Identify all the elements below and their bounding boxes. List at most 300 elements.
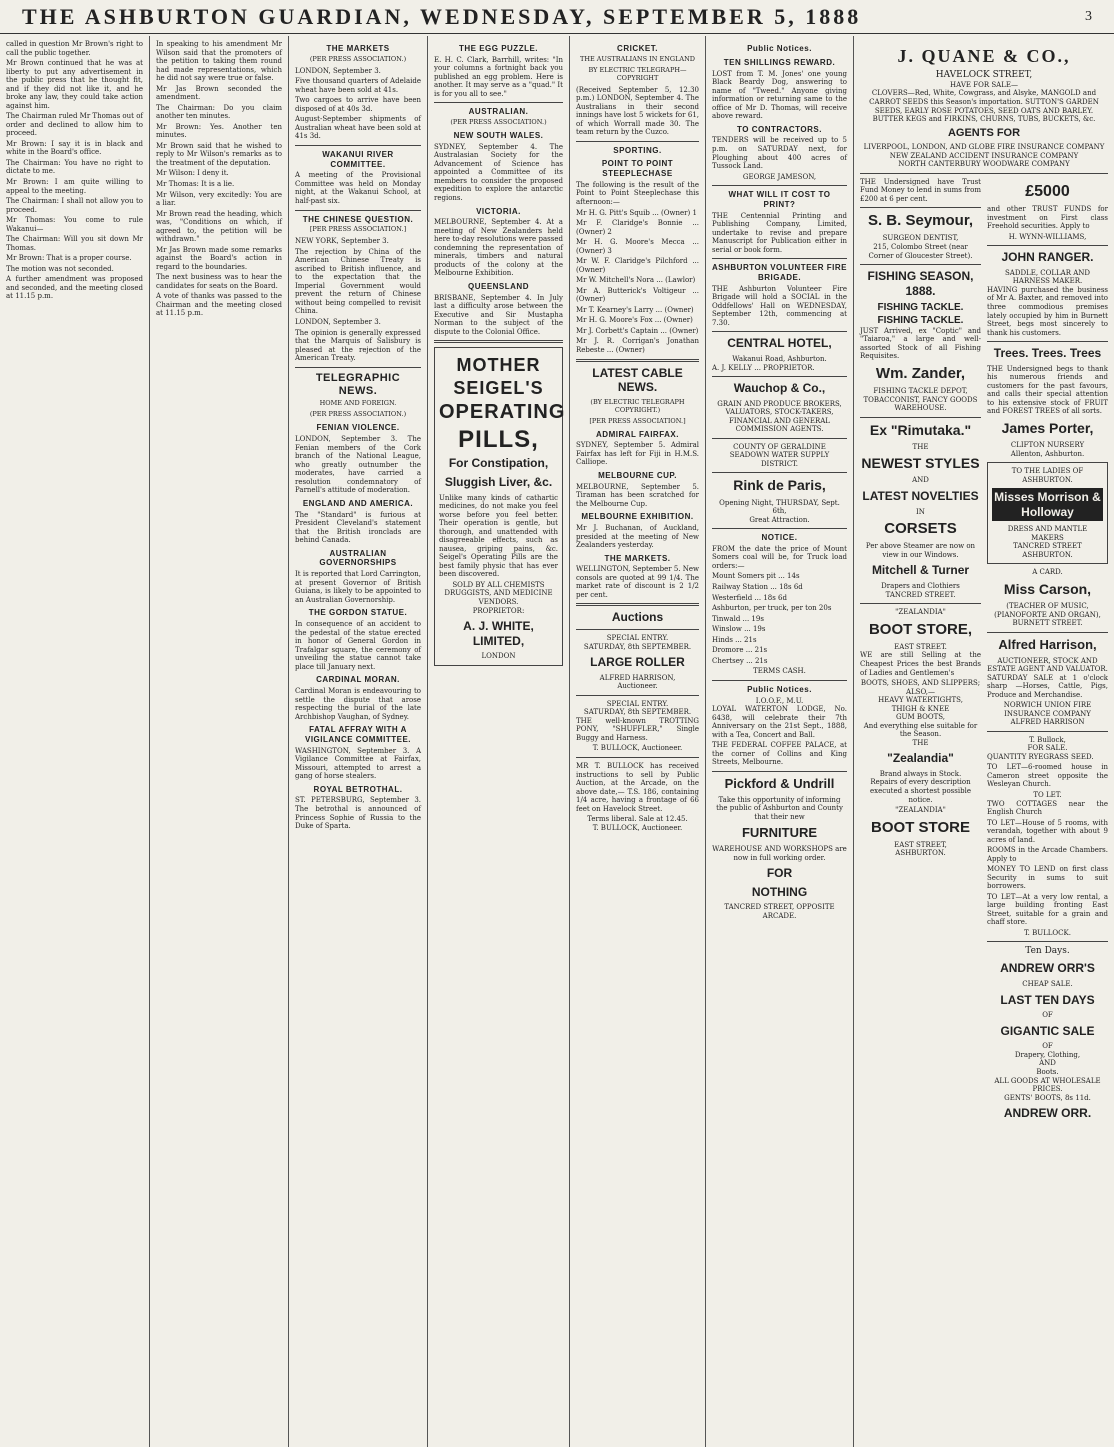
brigade-paragraph: THE Ashburton Volunteer Fire Brigade will hold a SOCIAL in the Oddfellows' Hall on WEDNESDAY, September 12th, commencing at 7.30.	[712, 284, 847, 327]
orr-line: OF	[1042, 1042, 1053, 1051]
admiral-paragraph: SYDNEY, September 5. Admiral Fairfax has left for Fiji in H.M.S. Calliope.	[576, 441, 699, 467]
divider	[987, 245, 1108, 246]
contractors-paragraph: TENDERS will be received up to 5 p.m. on SATURDAY next, for Ploughing about 400 acres of Tussock Land.	[712, 136, 847, 171]
governorships-heading: AUSTRALIAN GOVERNORSHIPS	[319, 548, 397, 568]
runner: Mr H. G. Pitt's Squib ... (Owner) 1	[576, 208, 697, 217]
ad-line: IN	[916, 507, 925, 516]
runner: Mr W. F. Claridge's Pilchford ... (Owner)	[576, 257, 699, 274]
hotel-sub: Wakanui Road, Ashburton.	[732, 355, 827, 364]
divider	[987, 341, 1108, 342]
print-heading: WHAT WILL IT COST TO PRINT?	[728, 190, 831, 209]
egg-heading: THE EGG PUZZLE.	[458, 44, 539, 53]
betrothal-paragraph: ST. PETERSBURG, September 3. The betrothal is announced of Princess Sophie of Russia to the Duke of Sparta.	[295, 796, 421, 831]
runner: Mr T. Kearney's Larry ... (Owner)	[576, 305, 694, 314]
price-row: Tinwald ... 19s	[712, 614, 764, 623]
price-row: Mount Somers pit ... 14s	[712, 572, 800, 581]
ad-line: (TEACHER OF MUSIC, (PIANOFORTE AND ORGAN),	[994, 602, 1101, 619]
ads-split	[860, 178, 1108, 1125]
ad-body: TO LET—6-roomed house in Cameron street opposite the Wesleyan Church.	[987, 763, 1108, 789]
steeplechase-heading: POINT TO POINT STEEPLECHASE	[601, 159, 674, 179]
ad-line: OPERATING	[439, 401, 566, 424]
orr-line: Boots.	[1036, 1067, 1059, 1076]
ad-body: QUANTITY RYEGRASS SEED.	[987, 752, 1094, 761]
auctions-heading: Auctions	[611, 610, 664, 625]
column-1	[0, 36, 150, 1447]
column-5	[570, 36, 706, 1447]
telegraphic-heading: TELEGRAPHIC NEWS.	[315, 371, 401, 398]
admiral-heading: ADMIRAL FAIRFAX.	[596, 429, 679, 439]
ad-line: MOTHER	[456, 355, 541, 376]
cricket-heading: CRICKET.	[617, 44, 658, 53]
fenian-paragraph: LONDON, September 3. The Fenian members of the Cork branch of the National League, who greatly outnumber the moderates, have carried a resolution condemnatory of Parnell's attitude of moderation.	[295, 435, 421, 495]
pickford-paragraph: Take this opportunity of informing the public of Ashburton and County that their new	[716, 795, 843, 821]
ad-body: JUST Arrived, ex "Coptic" and "Taiaroa," a large and well-assorted Stock of all Fishing Requisites.	[860, 326, 981, 361]
article-paragraph: Mr Jas Brown seconded the amendment.	[156, 84, 282, 102]
article-paragraph: Mr Wilson: I deny it.	[156, 169, 229, 178]
ad-line: ASHBURTON.	[1022, 550, 1073, 559]
auction-line: SPECIAL ENTRY.	[606, 699, 669, 708]
column-7	[854, 36, 1114, 1447]
ad-line: H. WYNN-WILLIAMS,	[1008, 232, 1087, 241]
article-paragraph: Mr Brown: I say it is in black and white in the Board's office.	[6, 139, 143, 157]
ad-name: Wm. Zander,	[875, 364, 966, 382]
divider	[576, 695, 699, 696]
morrison-advertisement	[987, 462, 1108, 564]
chinese-subheading: [PER PRESS ASSOCIATION.]	[309, 225, 407, 234]
ad-line: AUCTIONEER, STOCK AND ESTATE AGENT AND VALUATOR.	[987, 656, 1108, 674]
ad-name: BOOT STORE	[871, 818, 970, 836]
article-paragraph: Mr Wilson, very excitedly: You are a liar.	[156, 190, 282, 208]
ad-line: FOR SALE.	[1027, 744, 1068, 753]
article-paragraph: Mr Jas Brown made some remarks against the Board's action in regard to the boundaries.	[156, 245, 282, 271]
print-paragraph: THE Centennial Printing and Publishing Company, Limited, undertake to revise and prepare Manuscript for Publication either in serial or book form.	[712, 211, 847, 254]
ad-name: James Porter,	[1001, 419, 1094, 436]
notice-paragraph: FROM the date the price of Mount Somers coal will be, for Truck load orders:—	[712, 544, 847, 570]
betrothal-heading: ROYAL BETROTHAL.	[313, 784, 403, 794]
article-paragraph: Mr Brown: I am quite willing to appeal to the meeting.	[6, 177, 143, 195]
ad-name: Alfred Harrison,	[998, 636, 1097, 652]
orr-line: GENTS' BOOTS, 8s 11d.	[1004, 1093, 1091, 1102]
article-paragraph: The Chairman: Will you sit down Mr Thomas.	[6, 235, 143, 252]
orr-line: ALL GOODS AT WHOLESALE PRICES.	[994, 1076, 1101, 1094]
page-number: 3	[1085, 8, 1092, 24]
divider	[434, 340, 563, 343]
masthead	[0, 0, 1114, 34]
ad-line: FISHING TACKLE.	[877, 314, 964, 326]
divider	[576, 141, 699, 142]
orr-name: ANDREW ORR'S	[1000, 961, 1095, 976]
reward-heading: TEN SHILLINGS REWARD.	[723, 57, 836, 67]
ad-line: LIVERPOOL, LONDON, AND GLOBE FIRE INSURANCE COMPANY	[863, 142, 1105, 151]
ad-line: EAST STREET,	[894, 840, 947, 849]
victoria-heading: VICTORIA.	[476, 206, 521, 216]
seadown-heading: COUNTY OF GERALDINE	[733, 442, 826, 451]
divider	[295, 210, 421, 211]
divider	[712, 258, 847, 259]
auction-item: LARGE ROLLER	[590, 655, 685, 670]
ad-line: DRUGGISTS, AND MEDICINE VENDORS.	[444, 589, 553, 607]
pickford-address: TANCRED STREET, OPPOSITE ARCADE.	[724, 903, 835, 920]
ad-body: TO LET—At a very low rental, a large building fronting East Street, suitable for a grain and chaff store.	[987, 892, 1108, 927]
ad-line: Allenton, Ashburton.	[1010, 449, 1085, 458]
governorships-paragraph: It is reported that Lord Carrington, at present Governor of British Guiana, is likely to be appointed to an Australian Governorship.	[295, 570, 421, 604]
ad-line: PROPRIETOR:	[472, 606, 525, 615]
reward-paragraph: LOST from T. M. Jones' one young Black Beardy Dog, answering to name of "Tweed." Anyone giving information or returning same to the office of Mr D. Thomas, will receive above reward.	[712, 69, 847, 121]
article-paragraph: A further amendment was proposed and seconded, and the meeting closed at 11.15 p.m.	[6, 275, 143, 301]
article-paragraph: The Chairman: I shall not allow you to proceed.	[6, 197, 143, 214]
divider	[860, 603, 981, 604]
ad-name: FISHING SEASON, 1888.	[867, 269, 974, 298]
ad-line: FISHING TACKLE.	[877, 302, 964, 314]
article-paragraph: Mr Brown continued that he was at liberty to put any advertisement in the public press that he thought fit, and if they did not like it, and he broke any law, they could take action against him.	[6, 59, 143, 110]
ads-left	[860, 178, 981, 1125]
ad-line: THE	[912, 738, 929, 747]
ad-line: Sluggish Liver, &c.	[444, 475, 553, 490]
chinese-paragraph: The opinion is generally expressed that the Marquis of Salisbury is pleased at the rejection of the American Treaty.	[295, 328, 421, 363]
ad-body: 215, Colombo Street (near Corner of Gloucester Street).	[868, 243, 973, 260]
ad-body: CLOVERS—Red, White, Cowgrass, and Alsyke, MANGOLD and CARROT SEEDS this Season's importation. SUTTON'S GARDEN SEEDS, EARLY ROSE POTATOES, SEED OATS AND BARLEY. BUTTER KEGS and FIRKINS, CHURNS, TUBS, BUCKETS, &c.	[869, 89, 1099, 124]
divider	[712, 771, 847, 772]
divider	[712, 472, 847, 473]
runner: Mr A. Butterick's Voltigeur ... (Owner)	[576, 286, 699, 304]
article-paragraph: Mr Thomas: It is a lie.	[156, 179, 235, 188]
auction-line: SATURDAY, 8th SEPTEMBER.	[583, 708, 692, 717]
ad-name: £5000	[1025, 182, 1070, 200]
auction-line: SATURDAY, 8th SEPTEMBER.	[583, 642, 692, 651]
article-paragraph: The Chairman: Do you claim another ten minutes.	[156, 103, 282, 121]
ad-body: TWO COTTAGES near the English Church	[987, 799, 1108, 817]
ad-line: AGENTS FOR	[947, 126, 1021, 139]
price-row: Westerfield ... 18s 6d	[712, 593, 787, 602]
divider	[860, 173, 1108, 174]
orr-line: Ten Days.	[1025, 946, 1070, 957]
divider	[860, 207, 981, 208]
masthead-title: THE ASHBURTON GUARDIAN, WEDNESDAY, SEPTEMBER 5, 1888	[22, 3, 862, 29]
chinese-paragraph: LONDON, September 3.	[295, 318, 381, 326]
divider	[860, 417, 981, 418]
ad-line: AND	[912, 476, 929, 485]
ad-body: MONEY TO LEND on first class Security in sums to suit borrowers.	[987, 865, 1108, 891]
wauchop-heading: Wauchop & Co.,	[733, 381, 826, 396]
price-row: Dromore ... 21s	[712, 646, 768, 655]
moran-paragraph: Cardinal Moran is endeavouring to settle the dispute that arose respecting the burial of the late Archbishop Vaughan, of Sydney.	[295, 686, 421, 721]
england-america-paragraph: The "Standard" is furious at President Cleveland's statement that the British ironclads are behind Canada.	[295, 510, 421, 545]
divider	[576, 359, 699, 362]
ad-line: Brand always in Stock.	[879, 769, 962, 778]
telegraphic-sub2: (PER PRESS ASSOCIATION.)	[309, 410, 407, 419]
nsw-paragraph: SYDNEY, September 4. The Australasian Society for the Advancement of Science has appointed a Committee of its members to consider the proposed expedition to explore the antarctic regions.	[434, 142, 563, 203]
chinese-paragraph: NEW YORK, September 3.	[295, 237, 389, 246]
ad-name: CORSETS	[884, 520, 957, 538]
ad-name: BOOT STORE,	[868, 620, 973, 638]
ad-body: Unlike many kinds of cathartic medicines, do not make you feel worse before you feel better. Their operation is gentle, but thorough, and unattended with disagreeable effects, such as nausea, griping pains, &c. Seigel's Operating Pills are the best family physic that has ever been discovered.	[439, 493, 558, 579]
ad-line: TANCRED STREET.	[885, 590, 956, 599]
ad-body: HAVING purchased the business of Mr A. Baxter, and removed into three commodious premises lately occupied by him in Burnett Street, begs most sincerely to thank his customers.	[987, 285, 1108, 337]
article-paragraph: The next business was to hear the candidates for seats on the Board.	[156, 273, 282, 290]
ad-line: BOOTS, SHOES, AND SLIPPERS;	[860, 679, 981, 688]
divider	[295, 145, 421, 146]
australian-heading: AUSTRALIAN.	[468, 107, 529, 117]
rink-line: Opening Night, THURSDAY, Sept. 6th,	[719, 498, 840, 516]
runner: Mr J. R. Corrigan's Jonathan Rebeste ... (Owner)	[576, 337, 699, 354]
ad-body: and other TRUST FUNDS for investment on First class Freehold securities. Apply to	[987, 205, 1108, 231]
ad-line: NEW ZEALAND ACCIDENT INSURANCE COMPANY	[889, 151, 1079, 160]
ad-line: CLIFTON NURSERY	[1010, 440, 1085, 449]
ad-line: EAST STREET.	[894, 642, 947, 651]
markets-paragraph: August-September shipments of Australian wheat have been sold at 41s 3d.	[295, 115, 421, 141]
runner: Mr H. G. Moore's Mecca ... (Owner) 3	[576, 238, 699, 255]
column-4	[428, 36, 570, 1447]
ads-right	[987, 178, 1108, 1125]
divider	[576, 629, 699, 630]
ad-name: S. B. Seymour,	[867, 212, 974, 230]
ad-line: DRESS AND MANTLE MAKERS	[1007, 525, 1088, 542]
notice-signature: GEORGE JAMESON,	[742, 172, 817, 181]
article-paragraph: The motion was not seconded.	[6, 264, 114, 273]
ad-line: ALFRED HARRISON	[1010, 718, 1085, 727]
affray-heading: FATAL AFFRAY WITH A VIGILANCE COMMITTEE.	[305, 725, 411, 744]
victoria-paragraph: MELBOURNE, September 4. At a meeting of New Zealanders held here to-day resolutions were passed condemning the representation of minerals, timbers and natural products of the colony at the Melbourne Exhibition.	[434, 218, 563, 278]
ad-name: J. QUANE & CO.,	[897, 46, 1071, 66]
ad-name: Miss Carson,	[1003, 581, 1092, 598]
auction-line: T. BULLOCK, Auctioneer.	[592, 744, 683, 753]
article-paragraph: called in question Mr Brown's right to call the public together.	[6, 40, 143, 57]
ad-line: PILLS,	[458, 426, 539, 454]
ad-name: Ex "Rimutaka."	[869, 421, 972, 438]
ad-line: GUM BOOTS,	[895, 713, 946, 722]
hotel-heading: CENTRAL HOTEL,	[727, 336, 832, 351]
divider	[860, 264, 981, 265]
article-paragraph: Mr Brown read the heading, which was, "Conditions on which, if agreed to, the petition will be withdrawn."	[156, 209, 282, 244]
ad-body: FISHING TACKLE DEPOT, TOBACCONIST, FANCY GOODS WAREHOUSE.	[863, 387, 978, 413]
markets2-paragraph: WELLINGTON, September 5. New consols are quoted at 99 1/4. The market rate of discount is 2 1/2 per cent.	[576, 565, 699, 599]
price-row: Chertsey ... 21s	[712, 656, 768, 665]
orr-line: CHEAP SALE.	[1022, 980, 1073, 989]
auction-paragraph: MR T. BULLOCK has received instructions to sell by Public Auction, at the Arcade, on the above date,— T.S. 186, containing 1/4 acre, having a frontage of 66 feet on Havelock Street.	[576, 762, 699, 813]
ad-line: T. Bullock,	[1029, 735, 1066, 744]
chinese-heading: THE CHINESE QUESTION.	[302, 214, 414, 224]
ad-line: ASHBURTON.	[895, 849, 946, 858]
price-row: Railway Station ... 18s 6d	[712, 582, 803, 591]
article-paragraph: Mr Brown: That is a proper course.	[6, 254, 132, 263]
divider	[987, 941, 1108, 942]
rink-heading: Rink de Paris,	[733, 477, 826, 494]
ad-line: TO LET.	[1033, 790, 1062, 799]
lodge-sub: I.O.O.F., M.U.	[755, 696, 804, 705]
orr-name: GIGANTIC SALE	[1000, 1023, 1095, 1038]
markets-heading: THE MARKETS	[326, 44, 390, 53]
ad-body: SATURDAY SALE at 1 o'clock sharp —Horses, Cattle, Pigs, Produce and Merchandise.	[987, 673, 1108, 699]
warehouse-paragraph: WAREHOUSE AND WORKSHOPS are now in full working order.	[712, 845, 847, 862]
fenian-heading: FENIAN VIOLENCE.	[316, 423, 400, 433]
article-paragraph: The Chairman ruled Mr Thomas out of order and declined to allow him to proceed.	[6, 112, 143, 138]
cable-heading: LATEST CABLE NEWS.	[592, 365, 683, 395]
divider	[295, 367, 421, 368]
ad-line: LONDON	[481, 652, 516, 661]
moran-heading: CARDINAL MORAN.	[316, 675, 400, 685]
telegraphic-sub1: HOME AND FOREIGN.	[319, 399, 397, 408]
england-america-heading: ENGLAND AND AMERICA.	[302, 498, 414, 508]
lodge-paragraph: LOYAL WATERTON LODGE, No. 6438, will celebrate their 7th Anniversary on the 21st Sept., 1888, with a Tea, Concert and Ball.	[712, 705, 847, 739]
ad-body: THE Undersigned have Trust Fund Money to lend in sums from £200 at 6 per cent.	[860, 177, 981, 203]
ad-line: BURNETT STREET.	[1012, 619, 1083, 628]
ad-line: SOLD BY ALL CHEMISTS	[452, 580, 545, 589]
ad-line: T. BULLOCK.	[1024, 928, 1071, 937]
article-paragraph: A vote of thanks was passed to the Chairman and the meeting closed at 11.15 p.m.	[156, 292, 282, 318]
ad-body: ROOMS in the Arcade Chambers. Apply to	[987, 846, 1108, 863]
australian-sub: (PER PRESS ASSOCIATION.)	[450, 118, 547, 127]
auction-paragraph: THE well-known TROTTING PONY, "SHUFFLER," Single Buggy and Harness.	[576, 716, 699, 742]
runner: Mr W. Mitchell's Nora ... (Lawlor)	[576, 276, 696, 285]
divider	[712, 331, 847, 332]
for-heading: FOR	[766, 866, 793, 881]
gordon-heading: THE GORDON STATUE.	[308, 608, 408, 618]
markets-paragraph: Two cargoes to arrive have been disposed of at 40s 3d.	[295, 96, 421, 113]
ad-line: For Constipation,	[448, 456, 549, 471]
orr-line: OF	[1042, 1011, 1053, 1020]
auction-line: T. BULLOCK, Auctioneer.	[592, 823, 683, 832]
divider	[712, 376, 847, 377]
markets2-heading: THE MARKETS.	[604, 553, 671, 563]
cricket-sub2: BY ELECTRIC TELEGRAPH—COPYRIGHT	[588, 65, 687, 82]
divider	[576, 757, 699, 758]
runner: Mr F. Claridge's Bonnie ... (Owner) 2	[576, 219, 699, 236]
ad-line: A CARD.	[1032, 568, 1063, 577]
price-row: Winslow ... 19s	[712, 625, 766, 634]
markets-paragraph: Five thousand quarters of Adelaide wheat have been sold at 41s.	[295, 77, 421, 94]
ad-line: SEIGEL'S	[453, 378, 544, 399]
brigade-heading: ASHBURTON VOLUNTEER FIRE BRIGADE.	[712, 263, 847, 282]
gordon-paragraph: In consequence of an accident to the pedestal of the statue erected in honor of General Gordon in Trafalgar square, the ceremony of unveiling the statue cannot take place till January next.	[295, 620, 421, 671]
queensland-paragraph: BRISBANE, September 4. In July last a difficulty arose between the Executive and Sir Mustapha Norman to the subject of the dispute to the Colonial Office.	[434, 293, 563, 336]
column-3	[289, 36, 428, 1447]
egg-paragraph: E. H. C. Clark, Barrhill, writes: "In your columns a fortnight back you published an egg problem. Here is another. It may serve as a "quad." It is for you all to see."	[434, 55, 563, 98]
columns	[0, 36, 1114, 1447]
cup-heading: MELBOURNE CUP.	[598, 470, 677, 480]
auction-line: Terms liberal. Sale at 12.45.	[587, 815, 688, 824]
ad-line: NORTH CANTERBURY WOODWARE COMPANY	[898, 160, 1070, 169]
markets-subheading: (PER PRESS ASSOCIATION.)	[309, 54, 407, 63]
auction-line: ALFRED HARRISON,	[599, 673, 676, 682]
ad-line: HAVELOCK STREET,	[935, 69, 1033, 80]
exhibition-heading: MELBOURNE EXHIBITION.	[581, 512, 694, 522]
divider	[434, 102, 563, 103]
ad-line: SURGEON DENTIST,	[882, 234, 959, 243]
cricket-paragraph: (Received September 5, 12.30 p.m.) LONDON, September 4. The Australians in their second innings have lost 5 wickets for 61, of which Worrall made 30. The team return by the Cuzco.	[576, 85, 699, 137]
cable-sub: (BY ELECTRIC TELEGRAPH COPYRIGHT.)	[590, 397, 685, 414]
nsw-heading: NEW SOUTH WALES.	[453, 131, 544, 141]
divider	[987, 632, 1108, 633]
wakanui-paragraph: A meeting of the Provisional Committee was held on Monday night, at the Wakanui School, at half-past six.	[295, 171, 421, 206]
ad-line: HAVE FOR SALE—	[950, 80, 1018, 89]
rink-sub: Great Attraction.	[749, 515, 810, 524]
ad-line: TO THE LADIES OF ASHBURTON.	[1011, 467, 1084, 484]
affray-paragraph: WASHINGTON, September 3. A Vigilance Committee at Fairfax, Missouri, attempted to arrest a gang of horse stealers.	[295, 746, 421, 781]
furniture-heading: FURNITURE	[741, 825, 818, 841]
runner: Mr J. Corbett's Captain ... (Owner)	[576, 326, 699, 335]
wakanui-heading: WAKANUI RIVER COMMITTEE.	[322, 149, 394, 169]
ad-name: LATEST NOVELTIES	[862, 488, 979, 503]
ad-name: Trees. Trees. Trees	[993, 346, 1102, 361]
seadown-sub: SEADOWN WATER SUPPLY DISTRICT.	[729, 451, 830, 468]
ad-line: TANCRED STREET	[1013, 542, 1082, 551]
divider	[987, 731, 1108, 732]
ad-body: Per above Steamer are now on view in our Windows.	[865, 542, 976, 559]
article-paragraph: Mr Brown: Yes. Another ten minutes.	[156, 122, 282, 140]
chinese-paragraph: The rejection by China of the American Chinese Treaty is ascribed to British influence, and to the expectation that the Imperial Government would prevent the return of Chinese without being compelled to revisit China.	[295, 247, 421, 316]
exhibition-paragraph: Mr J. Buchanan, of Auckland, presided at the meeting of New Zealanders yesterday.	[576, 523, 699, 550]
article-paragraph: Mr Thomas: You come to rule Wakanui—	[6, 216, 143, 233]
ad-name: Misses Morrison & Holloway	[992, 488, 1103, 521]
divider	[712, 680, 847, 681]
terms-cash: TERMS CASH.	[753, 667, 806, 676]
auction-line: Auctioneer.	[617, 682, 658, 691]
notice-heading: NOTICE.	[761, 533, 798, 543]
ad-line: Drapers and Clothiers	[881, 582, 960, 591]
ad-body: WE are still Selling at the Cheapest Prices the best Brands of Ladies and Gentlemen's	[860, 651, 981, 677]
cricket-sub: THE AUSTRALIANS IN ENGLAND	[579, 54, 695, 63]
ad-name: Mitchell & Turner	[871, 563, 970, 578]
price-row: Ashburton, per truck, per ton 20s	[712, 604, 832, 613]
divider	[712, 528, 847, 529]
ad-body: Repairs of every description executed a shortest possible notice.	[870, 778, 971, 804]
ad-name: NEWEST STYLES	[861, 455, 980, 472]
ad-line: THE	[912, 442, 929, 451]
coffee-paragraph: THE FEDERAL COFFEE PALACE, at the corner of Collins and King Streets, Melbourne.	[712, 741, 847, 767]
hotel-proprietor: A. J. KELLY ... PROPRIETOR.	[712, 363, 815, 372]
notices-heading: Public Notices.	[747, 44, 812, 53]
cup-paragraph: MELBOURNE, September 5. Tiraman has been scratched for the Melbourne Cup.	[576, 482, 699, 508]
contractors-heading: TO CONTRACTORS.	[737, 124, 822, 134]
ad-line: THIGH & KNEE	[891, 704, 950, 713]
ad-line: "ZEALANDIA"	[895, 608, 946, 617]
divider	[712, 438, 847, 439]
queensland-heading: QUEENSLAND	[467, 282, 529, 292]
nothing-heading: NOTHING	[751, 884, 808, 899]
ad-line: ALSO,—	[905, 687, 936, 696]
markets-paragraph: LONDON, September 3.	[295, 66, 381, 75]
orr-line: Drapery, Clothing,	[1014, 1050, 1081, 1059]
ad-line: SADDLE, COLLAR AND HARNESS MAKER.	[1004, 268, 1091, 286]
divider	[576, 603, 699, 606]
steeplechase-paragraph: The following is the result of the Point to Point Steeplechase this afternoon:—	[576, 180, 699, 207]
auction-line: SPECIAL ENTRY.	[606, 634, 669, 643]
ad-line: NORWICH UNION FIRE INSURANCE COMPANY	[1003, 701, 1092, 718]
article-paragraph: The Chairman: You have no right to dictate to me.	[6, 158, 143, 176]
article-paragraph: Mr Brown said that he wished to reply to Mr Wilson's remarks as to the treatment of the deputation.	[156, 141, 282, 167]
ad-line: And everything else suitable for the Season.	[863, 721, 978, 739]
price-row: Hinds ... 21s	[712, 635, 757, 644]
pickford-heading: Pickford & Undrill	[724, 775, 835, 791]
seigel-advertisement	[434, 347, 566, 665]
cable-sub2: [PER PRESS ASSOCIATION.]	[589, 416, 686, 425]
orr-name: LAST TEN DAYS	[1000, 992, 1095, 1007]
ad-line: "ZEALANDIA"	[895, 806, 946, 815]
ad-line: HEAVY WATERTIGHTS,	[878, 696, 963, 705]
lodge-heading: Public Notices.	[747, 684, 812, 694]
wauchop-paragraph: GRAIN AND PRODUCE BROKERS, VALUATORS, STOCK-TAKERS, FINANCIAL AND GENERAL COMMISSION AGENTS.	[717, 399, 842, 434]
column-6	[706, 36, 854, 1447]
runner: Mr H. G. Moore's Fox ... (Owner)	[576, 316, 693, 325]
ad-body: THE Undersigned begs to thank his numerous friends and customers for the past favours, and calls their special attention to his extensive stock of FRUIT and FOREST TREES of all sorts.	[987, 364, 1108, 416]
ad-name: "Zealandia"	[887, 751, 954, 766]
orr-line: AND	[1039, 1059, 1056, 1068]
ad-line: A. J. WHITE, LIMITED,	[463, 619, 534, 648]
ad-body: TO LET—House of 5 rooms, with verandah, together with about 9 acres of land.	[987, 818, 1108, 844]
divider	[712, 185, 847, 186]
column-2	[150, 36, 289, 1447]
article-paragraph: In speaking to his amendment Mr Wilson said that the promoters of the petition to taking them round had made representations, which he did not say were true or false.	[156, 40, 282, 83]
